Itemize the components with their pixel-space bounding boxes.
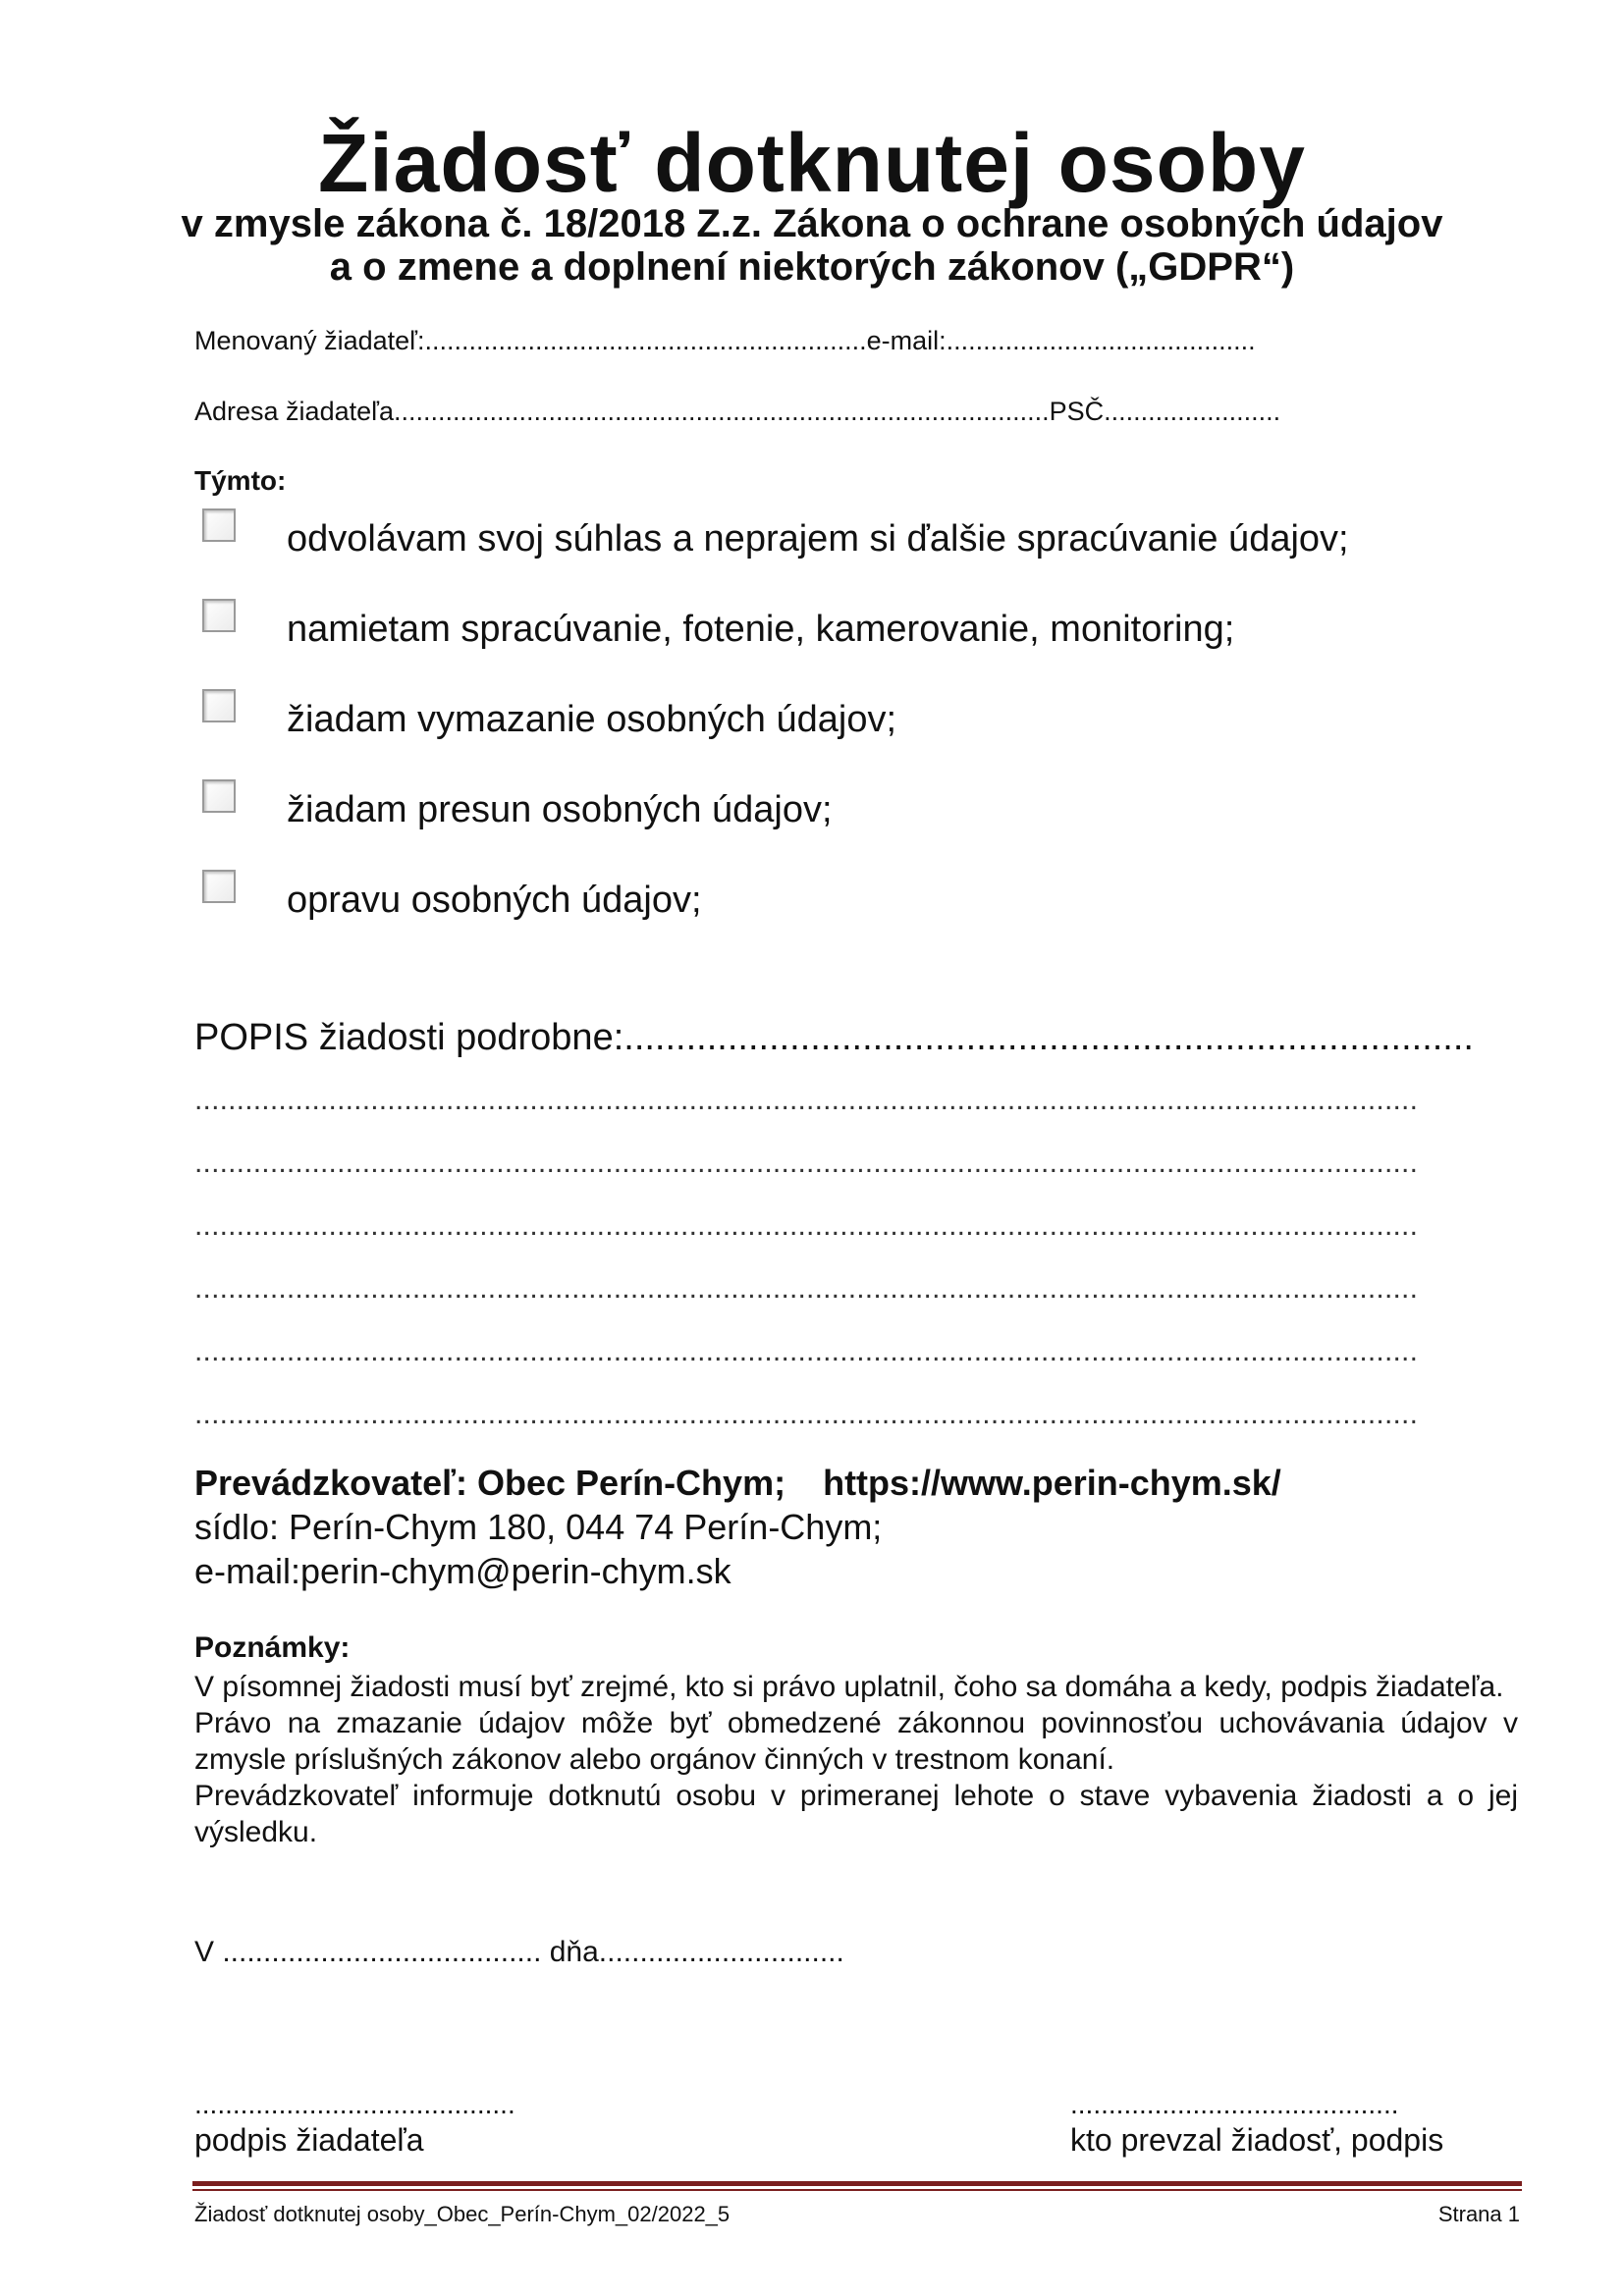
description-line[interactable]: .................................................................................................................................................. xyxy=(194,1272,1419,1305)
checkbox-icon[interactable] xyxy=(202,870,236,903)
operator-email-link[interactable]: e-mail:perin-chym@perin-chym.sk xyxy=(194,1551,731,1591)
checkbox-icon[interactable] xyxy=(202,779,236,813)
option-correct-data[interactable] xyxy=(196,870,1473,929)
document-subtitle-line2: a o zmene a doplnení niektorých zákonov („GDPR“) xyxy=(329,245,1295,289)
option-label: namietam spracúvanie, fotenie, kamerovanie, monitoring; xyxy=(287,609,1235,650)
option-label: odvolávam svoj súhlas a neprajem si ďalšie spracúvanie údajov; xyxy=(287,518,1349,560)
checkbox-icon[interactable] xyxy=(202,689,236,722)
operator-url-link[interactable]: https://www.perin-chym.sk/ xyxy=(823,1463,1281,1503)
footer-document-id: Žiadosť dotknutej osoby_Obec_Perín-Chym_02/2022_5 xyxy=(194,2202,731,2226)
description-line[interactable]: .................................................................................................................................................. xyxy=(194,1398,1419,1430)
option-withdraw-consent[interactable] xyxy=(196,508,1473,567)
applicant-signature-field[interactable]: .......................................... xyxy=(194,2089,515,2119)
receiver-signature-label: kto prevzal žiadosť, podpis xyxy=(1070,2122,1444,2158)
document-subtitle-line1: v zmysle zákona č. 18/2018 Z.z. Zákona o ochrane osobných údajov xyxy=(181,202,1443,245)
place-date-field[interactable]: V ....................................... dňa.............................. xyxy=(194,1936,844,1968)
description-line[interactable]: .................................................................................................................................................. xyxy=(194,1084,1419,1116)
description-line[interactable]: .................................................................................................................................................. xyxy=(194,1335,1419,1367)
checkbox-icon[interactable] xyxy=(202,508,236,542)
address-psc-field[interactable]: Adresa žiadateľa.........................................................................................PSČ........................ xyxy=(194,397,1281,426)
description-line[interactable]: .................................................................................................................................................. xyxy=(194,1147,1419,1179)
note-paragraph: Prevádzkovateľ informuje dotknutú osobu v primeranej lehote o stave vybavenia žiadosti a o jej výsledku. xyxy=(194,1780,1518,1848)
option-erase-data[interactable] xyxy=(196,689,1473,748)
option-transfer-data[interactable] xyxy=(196,779,1473,838)
operator-name: Prevádzkovateľ: Obec Perín-Chym; xyxy=(194,1463,786,1503)
note-paragraph: V písomnej žiadosti musí byť zrejmé, kto si právo uplatnil, čoho sa domáha a kedy, podpis žiadateľa. xyxy=(194,1671,1504,1703)
applicant-email-field[interactable]: Menovaný žiadateľ:............................................................e-mail:.......................................... xyxy=(194,326,1256,355)
note-paragraph: Právo na zmazanie údajov môže byť obmedzené zákonnou povinnosťou uchovávania údajov v zmysle príslušných zákonov alebo orgánov činných v trestnom konaní. xyxy=(194,1707,1518,1776)
option-label: žiadam vymazanie osobných údajov; xyxy=(287,699,897,740)
description-field[interactable]: POPIS žiadosti podrobne:.................................................................................. xyxy=(194,1017,1474,1058)
option-label: opravu osobných údajov; xyxy=(287,880,702,921)
operator-line xyxy=(194,1463,1281,1504)
option-object-processing[interactable] xyxy=(196,599,1473,658)
footer-divider xyxy=(192,2181,1522,2186)
applicant-signature-label: podpis žiadateľa xyxy=(194,2122,424,2158)
footer-divider-thin xyxy=(192,2189,1522,2191)
tymto-label: Týmto: xyxy=(194,465,287,496)
receiver-signature-field[interactable]: ........................................... xyxy=(1070,2089,1399,2119)
description-line[interactable]: .................................................................................................................................................. xyxy=(194,1209,1419,1242)
operator-seat: sídlo: Perín-Chym 180, 044 74 Perín-Chym; xyxy=(194,1507,883,1547)
notes-title: Poznámky: xyxy=(194,1631,351,1664)
checkbox-icon[interactable] xyxy=(202,599,236,632)
option-label: žiadam presun osobných údajov; xyxy=(287,789,833,830)
notes-body xyxy=(194,1669,1518,1850)
footer-page-number: Strana 1 xyxy=(1437,2202,1520,2226)
document-title: Žiadosť dotknutej osoby xyxy=(318,117,1306,209)
